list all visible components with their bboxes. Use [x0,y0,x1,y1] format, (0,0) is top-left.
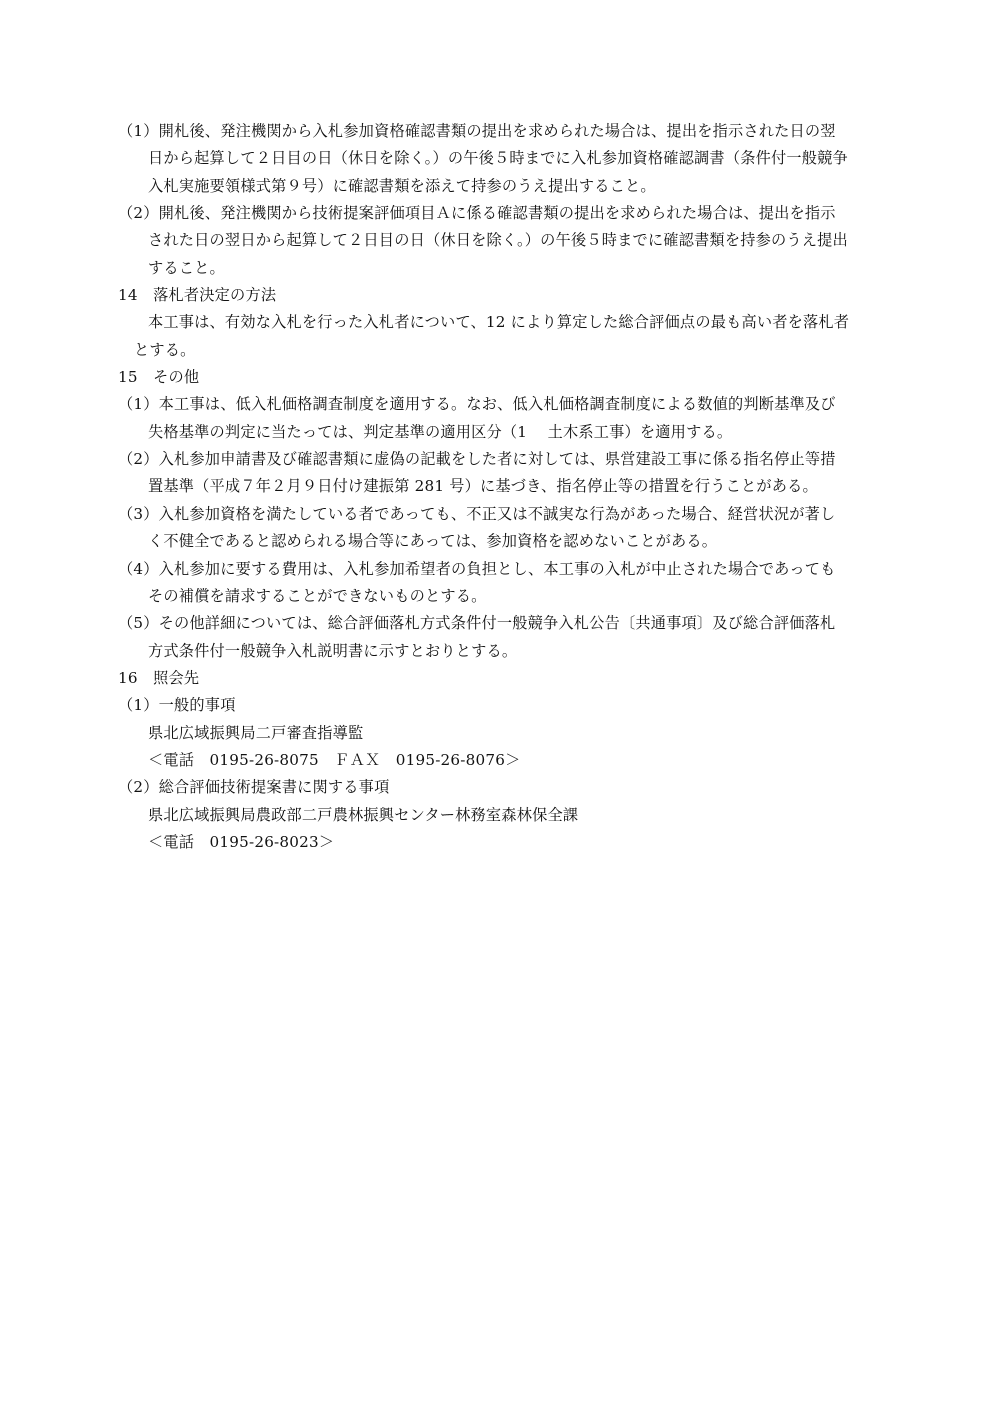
item-15-2-line-1: （2）入札参加申請書及び確認書類に虚偽の記載をした者に対しては、県営建設工事に係る指名停止等措 [118,450,836,469]
item-15-2-line-2: 置基準（平成７年２月９日付け建振第 281 号）に基づき、指名停止等の措置を行うことがある。 [148,477,818,496]
item-13-1-line-2: 日から起算して２日目の日（休日を除く。）の午後５時までに入札参加資格確認調書（条件付一般競争 [148,149,848,168]
item-16-1-office: 県北広域振興局二戸審査指導監 [148,723,364,742]
item-15-4-line-1: （4）入札参加に要する費用は、入札参加希望者の負担とし、本工事の入札が中止された場合であっても [118,559,836,578]
item-13-2-line-2: された日の翌日から起算して２日目の日（休日を除く。）の午後５時までに確認書類を持参のうえ提出 [148,231,848,250]
item-15-3-line-1: （3）入札参加資格を満たしている者であっても、不正又は不誠実な行為があった場合、経営状況が著し [118,504,836,523]
item-13-2-line-3: すること。 [148,258,225,277]
item-13-1-line-1: （1）開札後、発注機関から入札参加資格確認書類の提出を求められた場合は、提出を指示された日の翌 [118,122,836,140]
item-15-4-line-2: その補償を請求することができないものとする。 [148,586,487,605]
item-15-5-line-1: （5）その他詳細については、総合評価落札方式条件付一般競争入札公告〔共通事項〕及び総合評価落札 [118,614,836,633]
item-15-1-line-2: 失格基準の判定に当たっては、判定基準の適用区分（1 土木系工事）を適用する。 [148,422,733,441]
item-13-2-line-1: （2）開札後、発注機関から技術提案評価項目Ａに係る確認書類の提出を求められた場合は、提出を指示 [118,204,836,223]
item-16-1-contact: ＜電話 0195-26-8075 ＦＡＸ 0195-26-8076＞ [148,750,521,769]
document-body [118,118,888,856]
section-14-body-line-2: とする。 [134,340,196,359]
item-15-1-line-1: （1）本工事は、低入札価格調査制度を適用する。なお、低入札価格調査制度による数値的判断基準及び [118,395,836,414]
item-16-2-office: 県北広域振興局農政部二戸農林振興センター林務室森林保全課 [148,805,579,824]
section-16-heading: 16 照会先 [118,668,200,687]
item-16-1-title: （1）一般的事項 [118,696,236,715]
item-16-2-contact: ＜電話 0195-26-8023＞ [148,832,335,851]
section-15-heading: 15 その他 [118,368,200,387]
item-15-5-line-2: 方式条件付一般競争入札説明書に示すとおりとする。 [148,641,518,660]
section-14-heading: 14 落札者決定の方法 [118,286,277,305]
item-13-1-line-3: 入札実施要領様式第９号）に確認書類を添えて持参のうえ提出すること。 [148,176,656,195]
item-15-3-line-2: く不健全であると認められる場合等にあっては、参加資格を認めないことがある。 [148,532,718,551]
section-14-body-line-1: 本工事は、有効な入札を行った入札者について、12 により算定した総合評価点の最も高い者を落札者 [148,313,850,332]
item-16-2-title: （2）総合評価技術提案書に関する事項 [118,778,390,797]
